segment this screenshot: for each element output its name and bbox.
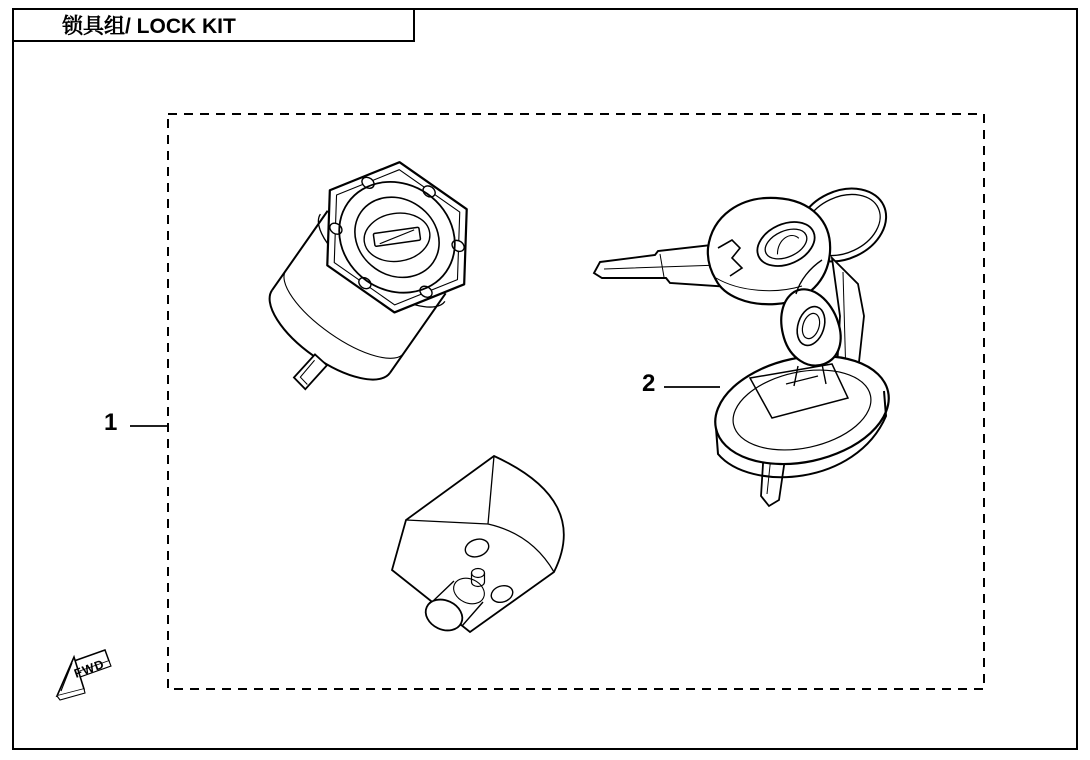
fwd-label: FWD [72, 656, 107, 681]
fuel-cap-lock-drawing [228, 139, 500, 430]
cap-body-bottom [255, 290, 390, 397]
callout-1-label: 1 [104, 409, 118, 436]
block-outline [392, 456, 564, 632]
page-title: 锁具组/ LOCK KIT [62, 15, 236, 38]
key-set-drawing [594, 175, 899, 506]
cap-tab [292, 352, 328, 391]
lock-block-drawing [392, 456, 564, 636]
fwd-arrow-icon [57, 650, 111, 700]
callout-2-label: 2 [642, 370, 656, 397]
